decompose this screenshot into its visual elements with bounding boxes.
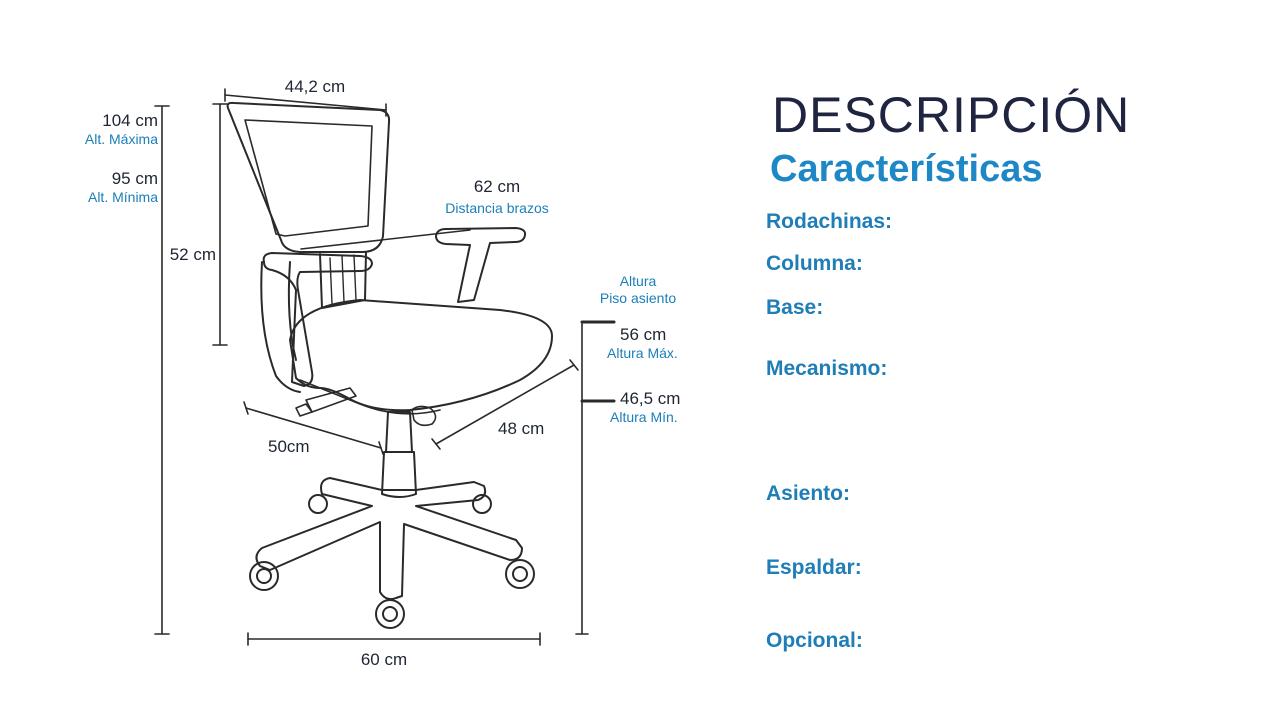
seat-max-label: Altura Máx.	[607, 345, 678, 361]
feature-rodachinas: Rodachinas:	[766, 210, 893, 233]
gas-column	[386, 412, 412, 452]
left-armrest	[264, 253, 372, 386]
wheels	[250, 495, 534, 628]
feature-asiento: Asiento:	[766, 482, 850, 505]
arm-distance-label: Distancia brazos	[445, 200, 549, 216]
feature-columna: Columna:	[766, 252, 863, 275]
seat-depth-value: 48 cm	[498, 419, 545, 438]
top-width-value: 44,2 cm	[284, 77, 346, 96]
seat-height-title: Altura	[619, 273, 657, 289]
feature-espaldar: Espaldar:	[766, 556, 862, 579]
section-subtitle: Características	[770, 148, 1043, 190]
backrest-mesh	[245, 120, 372, 236]
base-width-value: 60 cm	[360, 650, 408, 669]
seat-min-value: 46,5 cm	[620, 389, 681, 408]
feature-mecanismo: Mecanismo:	[766, 357, 888, 380]
min-height-value: 95 cm	[111, 169, 158, 188]
backrest-height-value: 52 cm	[169, 245, 216, 264]
max-height-label: Alt. Máxima	[84, 131, 158, 147]
feature-base: Base:	[766, 296, 824, 319]
seat-width-value: 50cm	[268, 437, 310, 456]
right-armrest	[436, 228, 525, 302]
feature-opcional: Opcional:	[766, 629, 863, 652]
max-height-value: 104 cm	[102, 111, 158, 130]
page-title: DESCRIPCIÓN	[772, 87, 1131, 143]
dimension-lines	[155, 89, 614, 645]
seat-height-subtitle: Piso asiento	[599, 290, 677, 306]
min-height-label: Alt. Mínima	[87, 189, 158, 205]
arm-distance-value: 62 cm	[473, 177, 521, 196]
seat-min-label: Altura Mín.	[610, 409, 678, 425]
seat-max-value: 56 cm	[620, 325, 667, 344]
